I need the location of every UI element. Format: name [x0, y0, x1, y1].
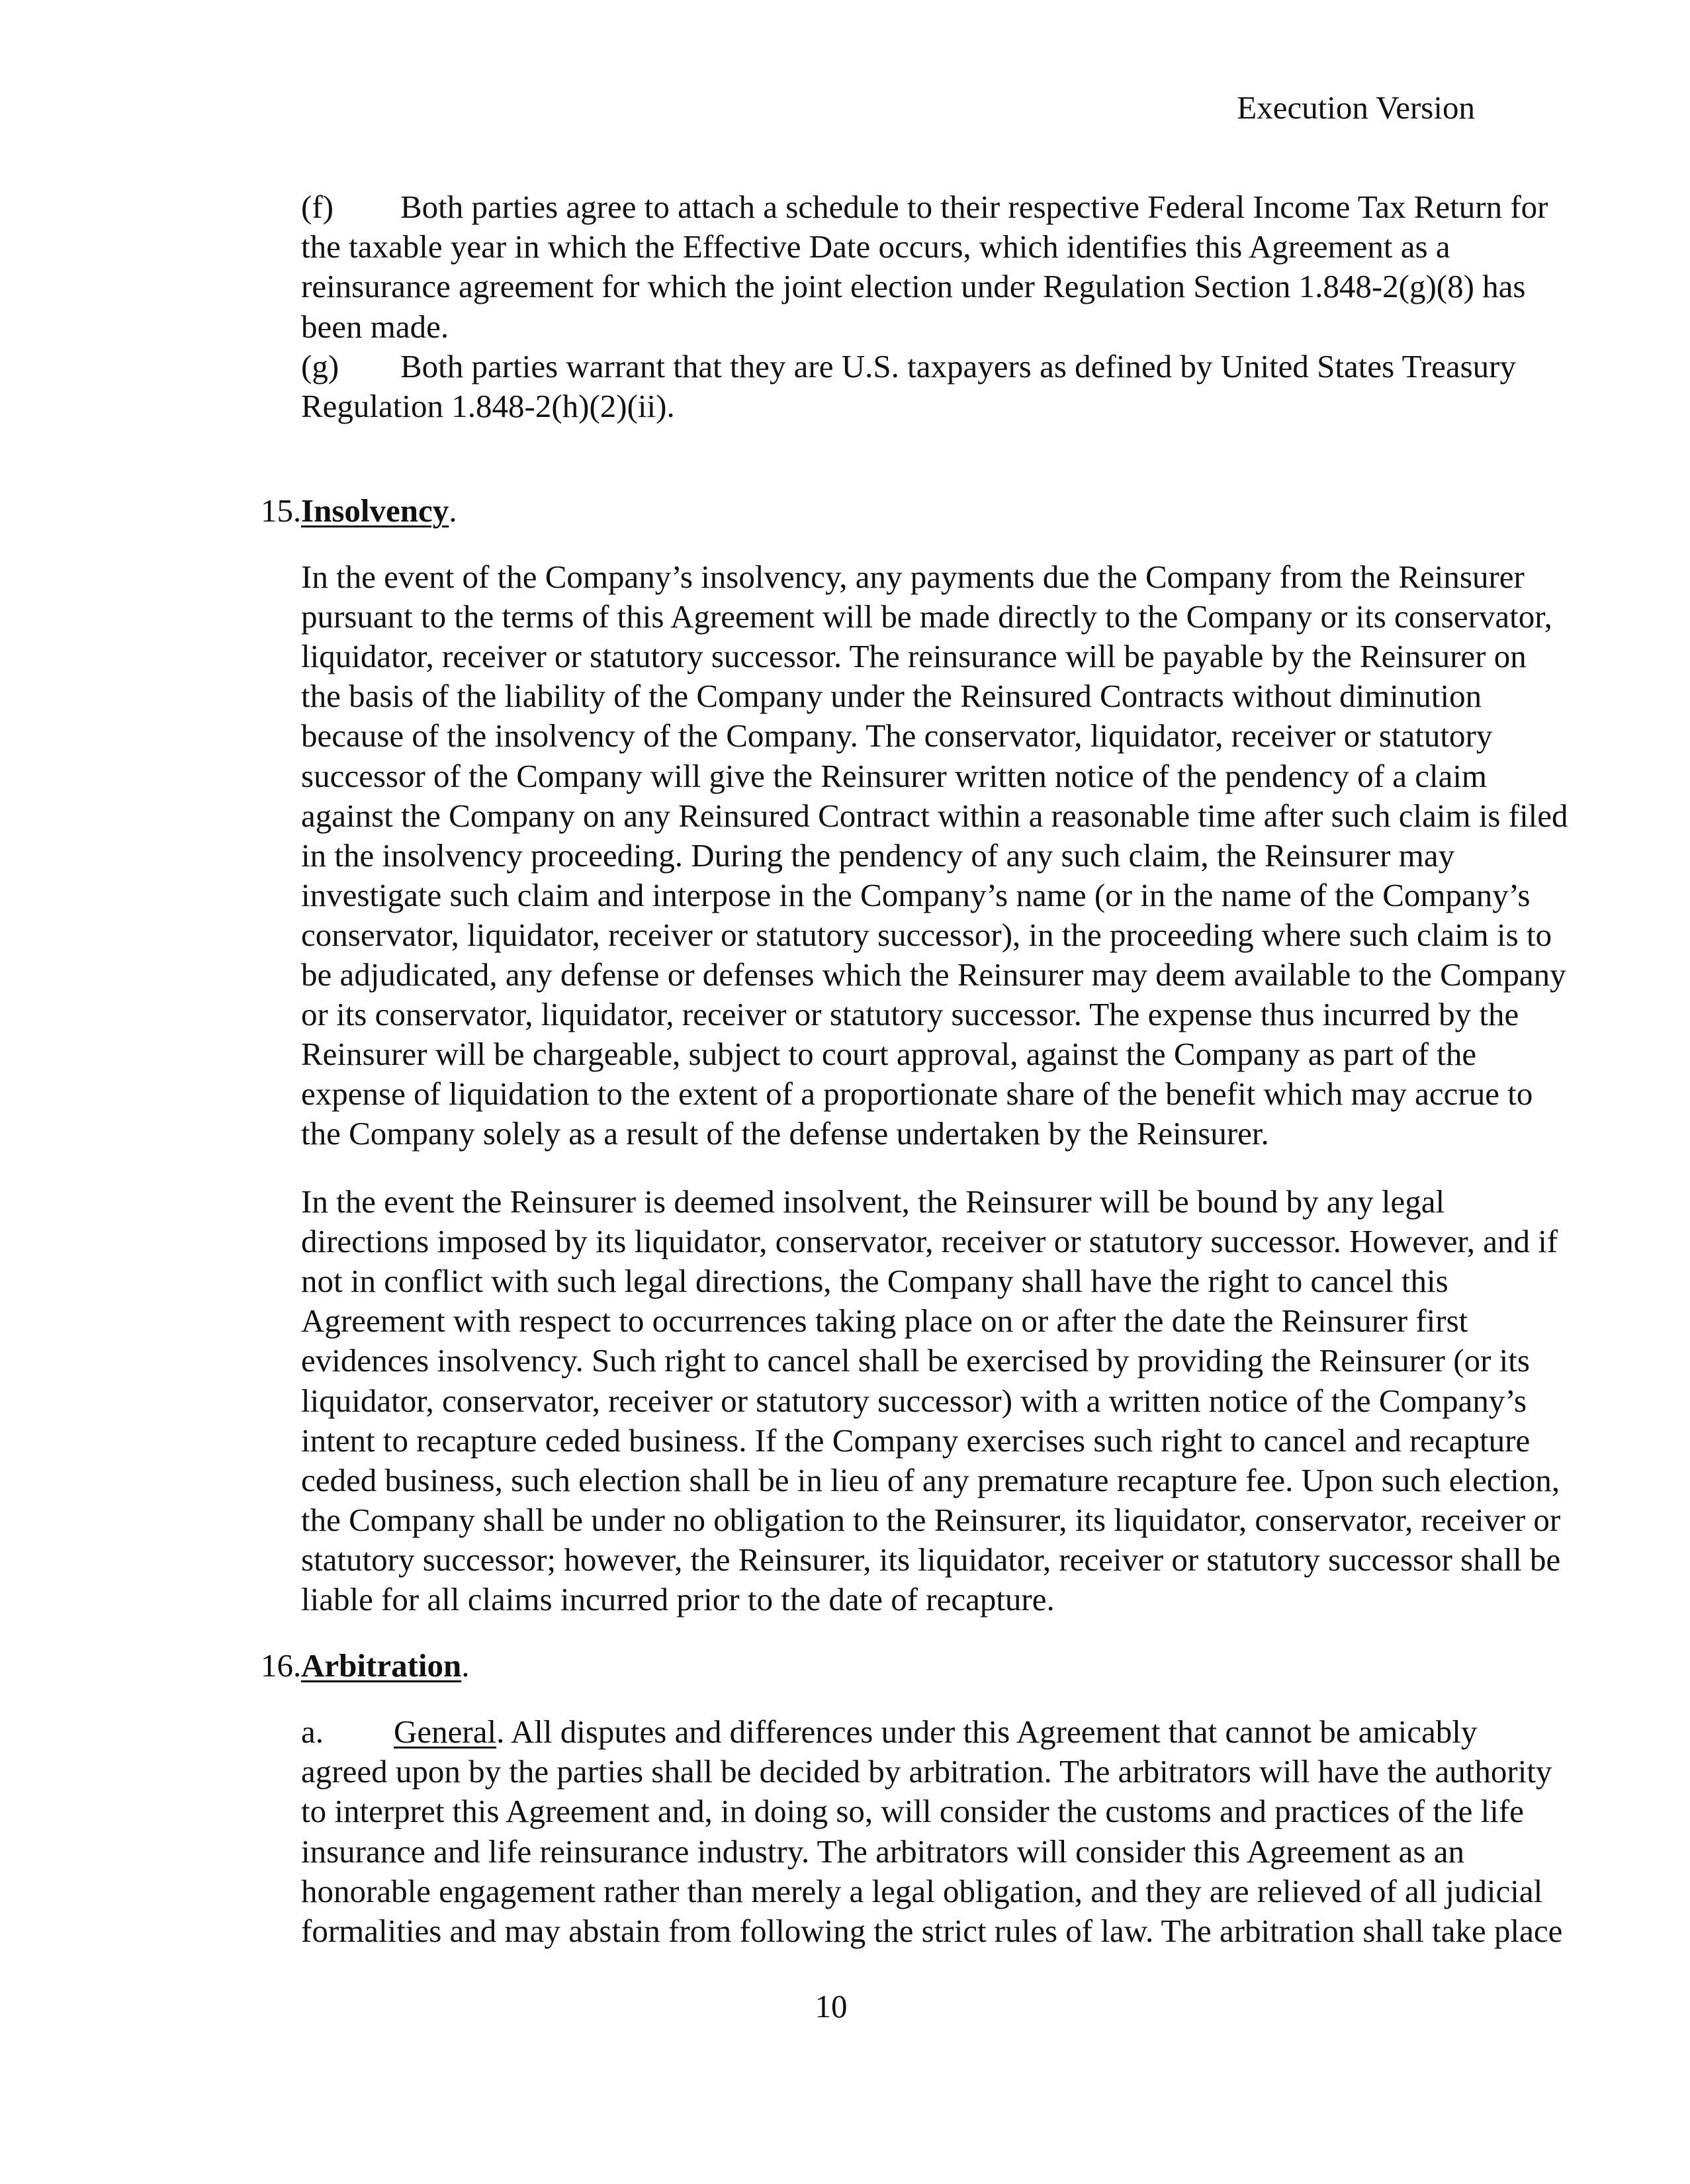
paragraph-line: formalities and may abstain from following the strict rules of law. The arbitration shall take place	[301, 1913, 1563, 1949]
text-line: Both parties agree to attach a schedule to their respective Federal Income Tax Return for	[400, 189, 1548, 225]
paragraph-line: successor of the Company will give the Reinsurer written notice of the pendency of a claim	[301, 757, 1488, 794]
paragraph-line: insurance and life reinsurance industry. The arbitrators will consider this Agreement as an	[301, 1833, 1464, 1870]
text-line: Both parties warrant that they are U.S. taxpayers as defined by United States Treasury	[400, 347, 1517, 385]
paragraph-line: honorable engagement rather than merely a legal obligation, and they are relieved of all judicial	[301, 1872, 1543, 1909]
text-line: Regulation 1.848-2(h)(2)(ii).	[301, 388, 675, 424]
paragraph-line: intent to recapture ceded business. If the Company exercises such right to cancel and recapture	[301, 1422, 1531, 1459]
paragraph-line: in the insolvency proceeding. During the pendency of any such claim, the Reinsurer may	[301, 837, 1455, 874]
subsection-title: General	[394, 1713, 497, 1750]
paragraph-line: because of the insolvency of the Company. The conservator, liquidator, receiver or statutory	[301, 717, 1493, 754]
page-number: 10	[815, 1988, 848, 2025]
text-line: the taxable year in which the Effective Date occurs, which identifies this Agreement as a	[301, 228, 1450, 265]
section-heading	[301, 491, 457, 531]
section-number: 16.	[261, 1647, 302, 1684]
paragraph-line: to interpret this Agreement and, in doing so, will consider the customs and practices of the life	[301, 1793, 1524, 1830]
paragraph-line: ceded business, such election shall be in lieu of any premature recapture fee. Upon such election,	[301, 1461, 1560, 1498]
paragraph-line: liquidator, receiver or statutory successor. The reinsurance will be payable by the Reinsurer on	[301, 638, 1527, 675]
paragraph-line: against the Company on any Reinsured Contract within a reasonable time after such claim is filed	[301, 797, 1568, 834]
paragraph-line: liquidator, conservator, receiver or statutory successor) with a written notice of the Company’s	[301, 1382, 1527, 1419]
paragraph-line: directions imposed by its liquidator, conservator, receiver or statutory successor. However, and if	[301, 1223, 1558, 1260]
section-heading	[301, 1646, 470, 1686]
item-label: (f)	[301, 189, 334, 225]
paragraph-line: expense of liquidation to the extent of a proportionate share of the benefit which may accrue to	[301, 1075, 1533, 1113]
paragraph-line: the Company shall be under no obligation to the Reinsurer, its liquidator, conservator, receiver or	[301, 1501, 1561, 1538]
section-title: Arbitration	[301, 1647, 462, 1684]
paragraph-line: the basis of the liability of the Company under the Reinsured Contracts without diminution	[301, 678, 1482, 715]
paragraph-line: the Company solely as a result of the defense undertaken by the Reinsurer.	[301, 1115, 1269, 1152]
document-version-header: Execution Version	[1237, 89, 1475, 126]
paragraph-line: liable for all claims incurred prior to the date of recapture.	[301, 1581, 1055, 1617]
subsection-label: a.	[301, 1713, 324, 1750]
text-line: been made.	[301, 308, 449, 345]
paragraph-line: investigate such claim and interpose in the Company’s name (or in the name of the Company’s	[301, 876, 1531, 913]
section-number: 15.	[261, 492, 302, 529]
paragraph-line: evidences insolvency. Such right to cancel shall be exercised by providing the Reinsurer (or its	[301, 1342, 1530, 1379]
paragraph-line: not in conflict with such legal directions, the Company shall have the right to cancel this	[301, 1263, 1448, 1300]
paragraph-line: Reinsurer will be chargeable, subject to court approval, against the Company as part of the	[301, 1036, 1477, 1073]
paragraph-line: agreed upon by the parties shall be decided by arbitration. The arbitrators will have the authority	[301, 1753, 1552, 1790]
paragraph-line	[394, 1712, 1477, 1752]
paragraph-line: Agreement with respect to occurrences taking place on or after the date the Reinsurer first	[301, 1302, 1468, 1340]
paragraph-line: In the event of the Company’s insolvency, any payments due the Company from the Reinsurer	[301, 559, 1525, 595]
paragraph-line: In the event the Reinsurer is deemed insolvent, the Reinsurer will be bound by any legal	[301, 1183, 1445, 1220]
section-title-punct: .	[461, 1647, 470, 1684]
paragraph-line: or its conservator, liquidator, receiver or statutory successor. The expense thus incurred by the	[301, 996, 1519, 1033]
paragraph-line: pursuant to the terms of this Agreement will be made directly to the Company or its conservator,	[301, 598, 1552, 635]
text-line: reinsurance agreement for which the joint election under Regulation Section 1.848-2(g)(8) has	[301, 268, 1526, 305]
paragraph-line: be adjudicated, any defense or defenses which the Reinsurer may deem available to the Company	[301, 956, 1566, 993]
paragraph-line: statutory successor; however, the Reinsurer, its liquidator, receiver or statutory successor shall be	[301, 1541, 1561, 1578]
item-label: (g)	[301, 347, 339, 385]
subsection-text: . All disputes and differences under this Agreement that cannot be amicably	[496, 1713, 1478, 1750]
section-title: Insolvency	[301, 492, 449, 529]
section-title-punct: .	[449, 492, 457, 529]
paragraph-line: conservator, liquidator, receiver or statutory successor), in the proceeding where such claim is to	[301, 916, 1552, 953]
